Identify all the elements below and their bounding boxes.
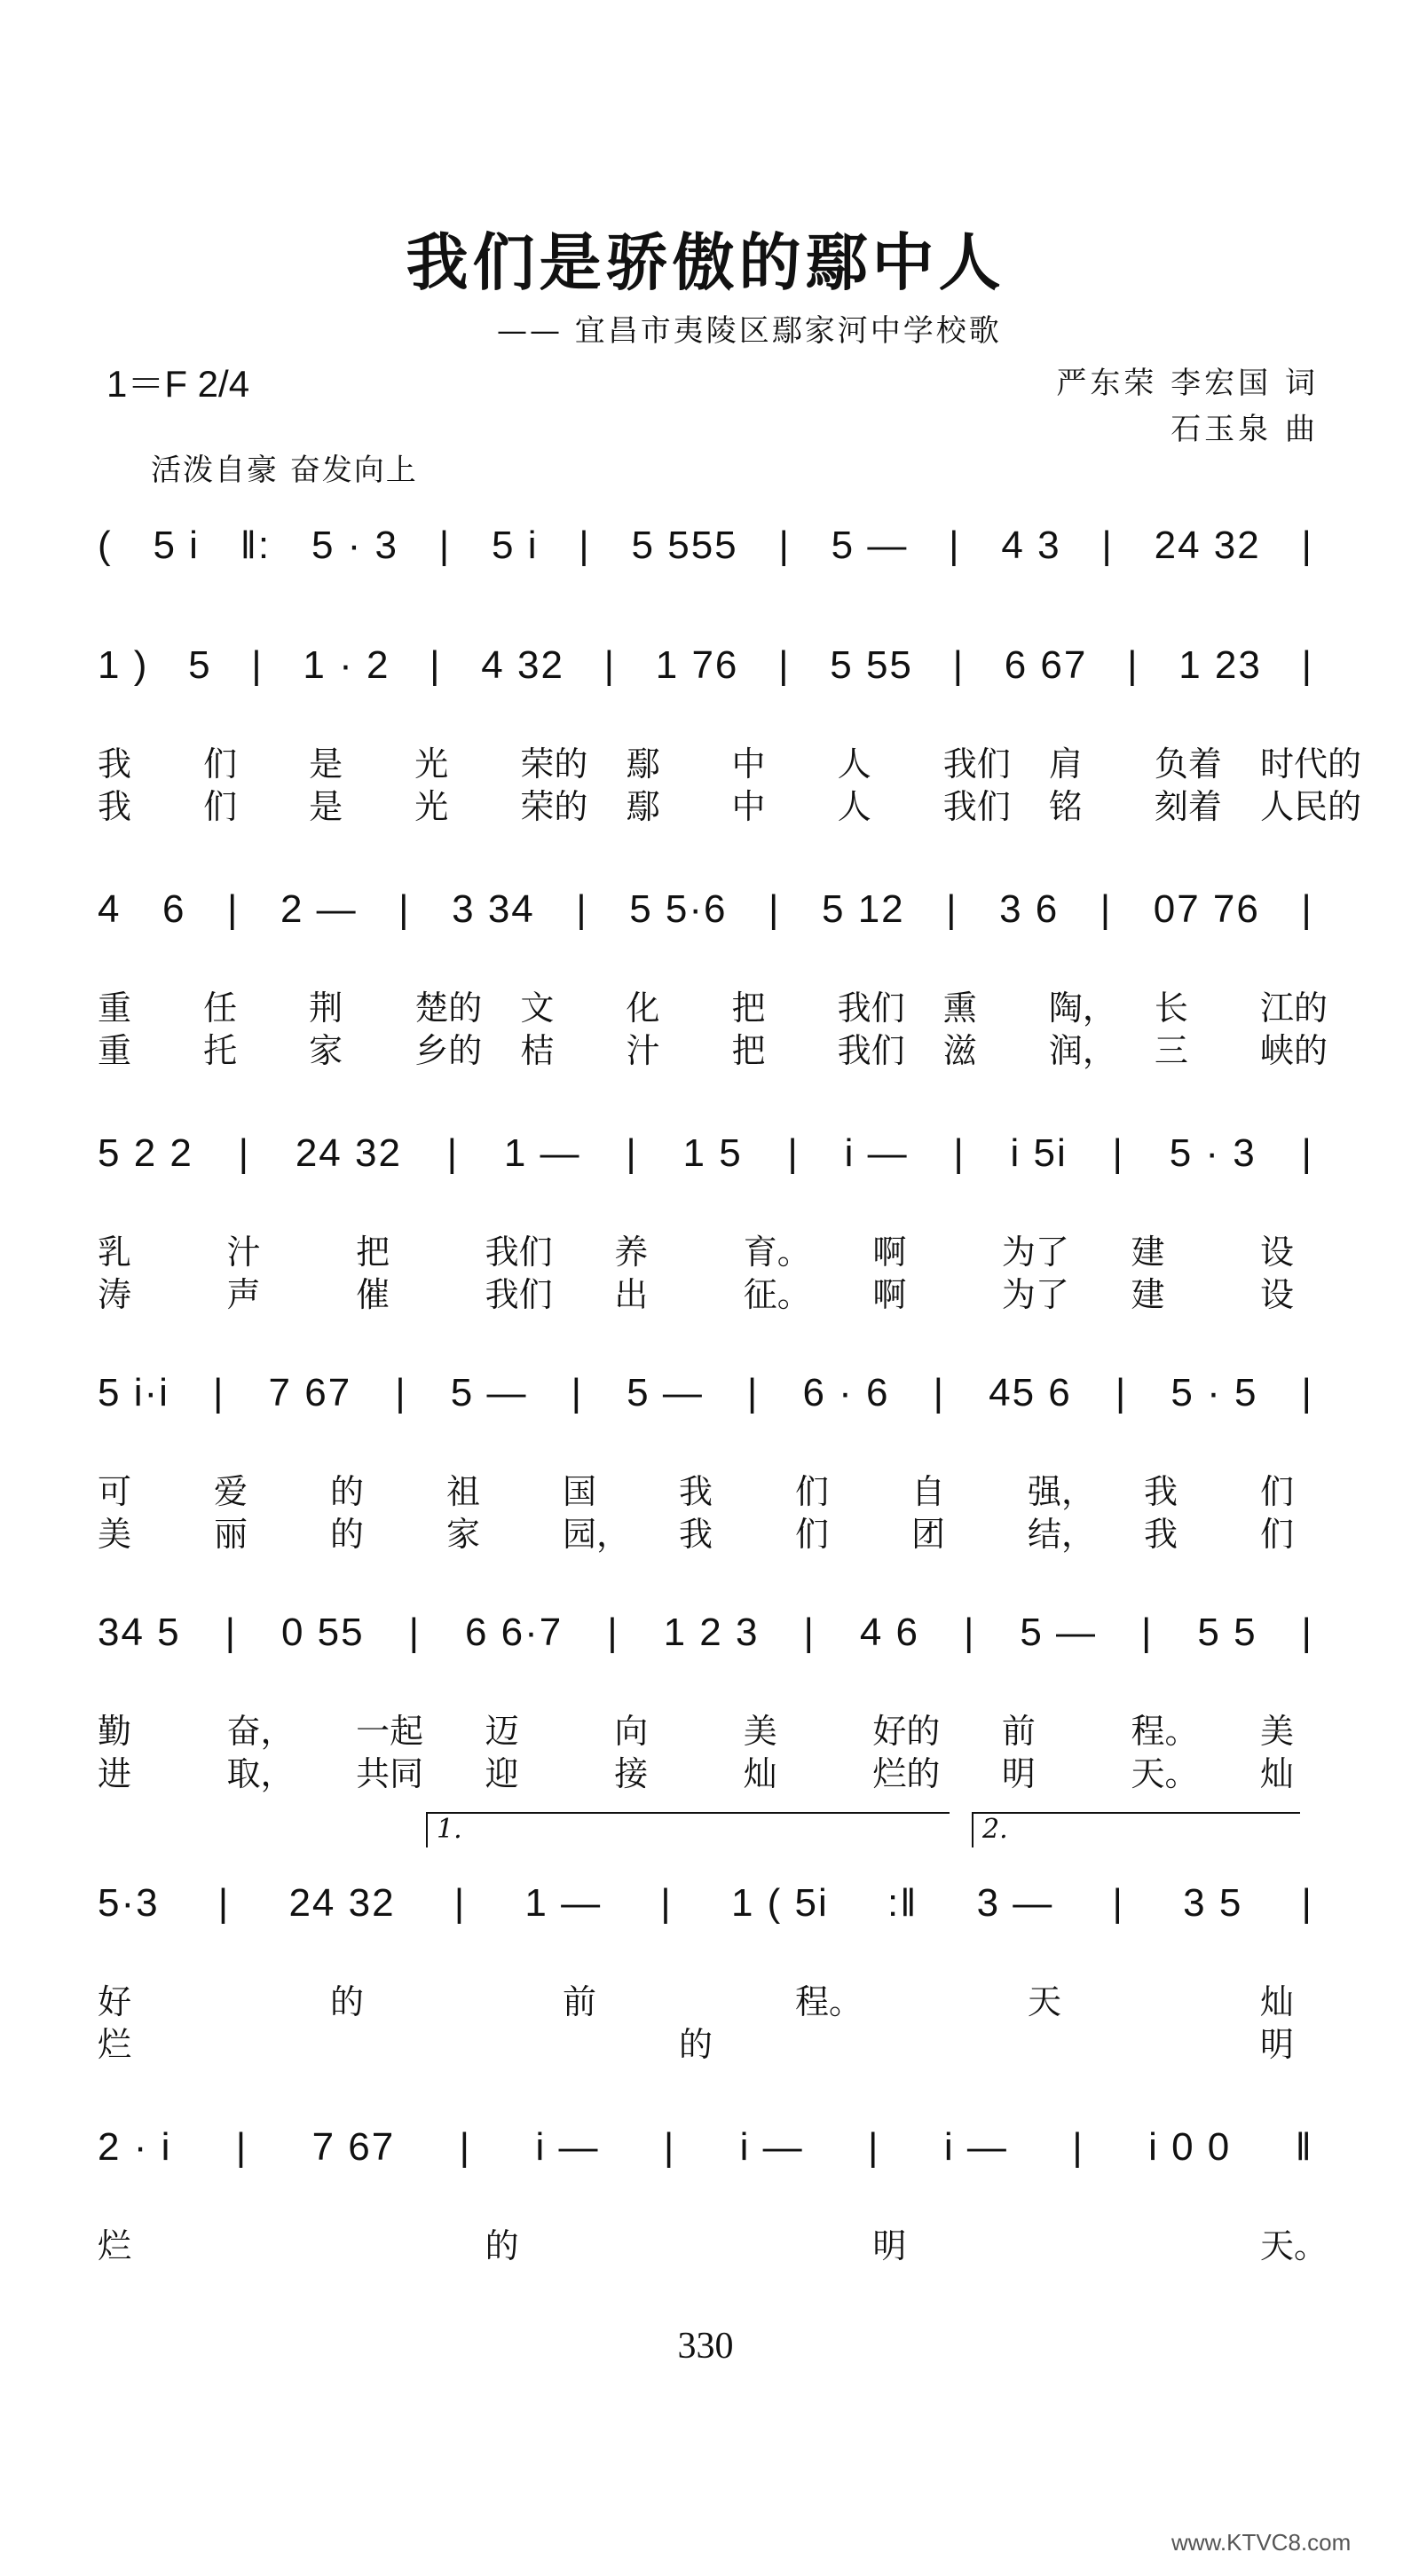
notation-line [98, 643, 1313, 688]
note-group: 5 · 5 [1171, 1371, 1258, 1414]
note-group: 1 — [524, 1881, 603, 1925]
lyric-word: 们 [795, 1472, 830, 1511]
note-group: 5 i·i [98, 1371, 169, 1414]
barline: | [949, 524, 961, 567]
note-group: i 0 0 [1148, 2125, 1232, 2169]
barline: | [660, 1881, 673, 1925]
lyric-word: 我们 [485, 1275, 553, 1314]
lyric-word: 啊 [872, 1233, 907, 1272]
lyric-word: 取， [226, 1754, 295, 1793]
lyric-word: 美 [743, 1712, 777, 1751]
barline: | [868, 2125, 880, 2169]
note-group: i — [943, 2125, 1008, 2169]
note-group: 6 67 [1004, 643, 1088, 687]
note-group: i — [739, 2125, 804, 2169]
lyric-word: 滋 [942, 1031, 977, 1070]
note-group: 4 [98, 887, 122, 931]
note-group: 1 2 3 [663, 1611, 760, 1654]
barline: | [1100, 887, 1113, 931]
note-group: 45 6 [989, 1371, 1072, 1414]
barline: | [251, 643, 264, 687]
lyric-word: 我们 [837, 1031, 905, 1070]
barline: | [626, 1131, 638, 1175]
page-number: 330 [677, 2326, 734, 2367]
note-group: 5 12 [822, 887, 905, 931]
barline: | [746, 1371, 760, 1414]
lyric-word: 涛 [98, 1275, 132, 1314]
lyric-word: 桔 [520, 1031, 555, 1070]
lyric-word: 是 [309, 744, 343, 784]
note-group: 3 — [976, 1881, 1054, 1925]
lyric-word: 灿 [743, 1754, 777, 1793]
barline: ‖ [1295, 2125, 1313, 2169]
lyric-word: 把 [356, 1233, 390, 1272]
lyric-word: 们 [795, 1515, 830, 1554]
lyric-word: 进 [98, 1754, 132, 1793]
lyric-word: 我 [98, 787, 132, 826]
barline: | [1115, 1371, 1128, 1414]
lyric-word: 陶， [1048, 989, 1116, 1028]
lyric-word: 明 [872, 2226, 907, 2265]
barline: | [1301, 1611, 1313, 1654]
lyric-word: 一起 [356, 1712, 424, 1751]
lyric-word: 家 [309, 1031, 343, 1070]
lyric-word: 乡的 [414, 1031, 483, 1070]
lyric-word: 把 [731, 989, 766, 1028]
barline: | [1127, 643, 1139, 687]
lyric-word: 们 [1260, 1472, 1295, 1511]
lyric-word: 们 [1260, 1515, 1295, 1554]
barline: | [459, 2125, 472, 2169]
lyric-word: 啊 [872, 1275, 907, 1314]
lyric-word: 共同 [356, 1754, 424, 1793]
lyric-word: 化 [626, 989, 660, 1028]
barline: | [1301, 1881, 1313, 1925]
barline: | [446, 1131, 460, 1175]
lyric-word: 我 [1144, 1515, 1178, 1554]
lyric-word: 好的 [872, 1712, 941, 1751]
lyric-word: 文 [520, 989, 555, 1028]
barline: | [1072, 2125, 1084, 2169]
lyric-word: 美 [1260, 1712, 1295, 1751]
lyric-word: 的 [330, 1515, 365, 1554]
note-group: 3 5 [1183, 1881, 1243, 1925]
lyric-word: 重 [98, 1031, 132, 1070]
tempo-marking: 活泼自豪 奋发向上 [151, 453, 418, 488]
barline: | [607, 1611, 619, 1654]
lyric-word: 丽 [214, 1515, 248, 1554]
lyric-word: 铭 [1048, 787, 1083, 826]
lyric-word: 荣的 [520, 787, 588, 826]
lyric-word: 园， [563, 1515, 631, 1554]
lyric-word: 汁 [626, 1031, 660, 1070]
lyric-word: 托 [203, 1031, 238, 1070]
note-group: 5 5·6 [629, 887, 728, 931]
lyric-word: 程。 [795, 1982, 863, 2021]
barline: | [1301, 1131, 1313, 1175]
barline: | [225, 1611, 238, 1654]
barline: | [227, 887, 240, 931]
barline: | [398, 887, 411, 931]
lyric-word: 美 [98, 1515, 132, 1554]
lyric-word: 人 [837, 744, 871, 784]
lyric-word: 明 [1260, 2025, 1295, 2064]
note-group: 7 67 [311, 2125, 396, 2169]
note-group: 2 — [280, 887, 358, 931]
key-signature: 1＝F 2/4 [106, 363, 250, 405]
barline: | [1301, 524, 1313, 567]
lyric-word: 天。 [1260, 2226, 1328, 2265]
lyric-word: 结， [1028, 1515, 1096, 1554]
lyric-word: 建 [1131, 1233, 1165, 1272]
lyric-word: 烂的 [872, 1754, 941, 1793]
lyric-word: 江的 [1260, 989, 1328, 1028]
barline: | [933, 1371, 946, 1414]
lyric-word: 烂 [98, 2226, 132, 2265]
note-group: 1 · 2 [303, 643, 390, 687]
lyric-word: 鄢 [626, 744, 660, 784]
note-group: 6 6·7 [464, 1611, 564, 1654]
lyric-word: 把 [731, 1031, 766, 1070]
note-group: 1 — [503, 1131, 581, 1175]
lyric-word: 接 [614, 1754, 649, 1793]
lyric-word: 程。 [1131, 1712, 1199, 1751]
notation-line [98, 2125, 1313, 2170]
barline: | [803, 1611, 816, 1654]
lyric-word: 为了 [1001, 1275, 1069, 1314]
note-group: 2 · i [98, 2125, 172, 2169]
note-group: 5·3 [98, 1881, 160, 1925]
lyric-word: 负着 [1154, 744, 1222, 784]
lyric-word: 人民的 [1260, 787, 1362, 826]
lyric-word: 灿 [1260, 1982, 1295, 2021]
lyric-word: 迎 [485, 1754, 519, 1793]
lyric-word: 乳 [98, 1233, 132, 1272]
lyric-word: 爱 [214, 1472, 248, 1511]
note-group: 24 32 [1154, 524, 1261, 567]
lyric-word: 我们 [942, 787, 1011, 826]
barline: | [238, 1131, 251, 1175]
lyric-word: 润， [1048, 1031, 1116, 1070]
lyric-word: 建 [1131, 1275, 1165, 1314]
note-group: 34 5 [98, 1611, 181, 1654]
lyric-word: 天。 [1131, 1754, 1199, 1793]
lyric-word: 熏 [942, 989, 977, 1028]
lyric-word: 光 [414, 787, 449, 826]
lyric-word: 养 [614, 1233, 649, 1272]
lyric-word: 育。 [743, 1233, 811, 1272]
note-group: 4 32 [481, 643, 564, 687]
barline: | [579, 524, 591, 567]
note-group: 4 3 [1001, 524, 1061, 567]
note-group: ( [98, 524, 113, 567]
lyric-word: 荣的 [520, 744, 588, 784]
barline: | [395, 1371, 407, 1414]
barline: | [453, 1881, 467, 1925]
barline: | [1301, 1371, 1313, 1414]
barline: | [1101, 524, 1114, 567]
barline: | [438, 524, 452, 567]
note-group: 07 76 [1153, 887, 1260, 931]
notation-line [98, 1131, 1313, 1176]
barline: | [769, 887, 781, 931]
lyric-word: 重 [98, 989, 132, 1028]
barline: | [787, 1131, 800, 1175]
note-group: 4 6 [859, 1611, 919, 1654]
note-group: i 5i [1010, 1131, 1068, 1175]
notation-line [98, 1371, 1313, 1415]
lyric-word: 刻着 [1154, 787, 1222, 826]
lyric-word: 可 [98, 1472, 132, 1511]
barline: | [1301, 643, 1313, 687]
lyric-word: 我 [679, 1472, 713, 1511]
lyric-word: 的 [679, 2025, 713, 2064]
barline: | [1112, 1881, 1124, 1925]
lyric-word: 征。 [743, 1275, 811, 1314]
note-group: 5 2 2 [98, 1131, 193, 1175]
lyric-word: 肩 [1048, 744, 1083, 784]
lyric-word: 的 [485, 2226, 519, 2265]
lyric-word: 向 [614, 1712, 649, 1751]
note-group: 1 23 [1178, 643, 1262, 687]
note-group: 1 ) [98, 643, 149, 687]
lyric-word: 声 [226, 1275, 261, 1314]
lyric-word: 人 [837, 787, 871, 826]
lyric-word: 前 [1001, 1712, 1036, 1751]
lyric-word: 中 [731, 744, 766, 784]
barline: | [952, 643, 966, 687]
lyric-word: 天 [1028, 1982, 1062, 2021]
note-group: 24 32 [295, 1131, 402, 1175]
lyric-word: 自 [911, 1472, 946, 1511]
notation-line [98, 524, 1313, 568]
note-group: i — [844, 1131, 909, 1175]
barline: | [217, 1881, 231, 1925]
barline: | [1141, 1611, 1154, 1654]
note-group: 6 · 6 [802, 1371, 890, 1414]
note-group: 0 55 [280, 1611, 365, 1654]
lyric-word: 好 [98, 1982, 132, 2021]
lyricist-credit: 严东荣 李宏国 词 [1056, 366, 1319, 401]
note-group: 5 i [153, 524, 200, 567]
note-group: 6 [162, 887, 186, 931]
notation-line [98, 887, 1313, 932]
lyric-word: 奋， [226, 1712, 295, 1751]
note-group: 5 — [1020, 1611, 1098, 1654]
barline: | [571, 1371, 584, 1414]
lyric-word: 我们 [837, 989, 905, 1028]
lyric-word: 们 [203, 787, 238, 826]
note-group: 5 [188, 643, 212, 687]
note-group: 5 i [492, 524, 539, 567]
lyric-word: 长 [1154, 989, 1188, 1028]
note-group: 5 — [831, 524, 909, 567]
note-group: 5 — [627, 1371, 704, 1414]
lyric-word: 我们 [485, 1233, 553, 1272]
barline: | [1301, 887, 1313, 931]
lyric-word: 灿 [1260, 1754, 1295, 1793]
lyric-word: 汁 [226, 1233, 261, 1272]
note-group: i — [535, 2125, 600, 2169]
note-group: 1 76 [655, 643, 739, 687]
note-group: 1 5 [682, 1131, 743, 1175]
barline: | [430, 643, 442, 687]
song-title: 我们是骄傲的鄢中人 [406, 225, 1005, 299]
lyric-word: 家 [446, 1515, 481, 1554]
barline: | [946, 887, 958, 931]
notation-line [98, 1611, 1313, 1655]
note-group: 7 67 [268, 1371, 352, 1414]
lyric-word: 们 [203, 744, 238, 784]
barline: | [778, 643, 791, 687]
lyric-word: 为了 [1001, 1233, 1069, 1272]
barline: | [953, 1131, 966, 1175]
lyric-word: 是 [309, 787, 343, 826]
lyric-word: 团 [911, 1515, 946, 1554]
lyric-word: 中 [731, 787, 766, 826]
barline: | [603, 643, 617, 687]
barline: | [663, 2125, 676, 2169]
lyric-word: 时代的 [1260, 744, 1362, 784]
lyric-word: 明 [1001, 1754, 1036, 1793]
watermark: www.KTVC8.com [1171, 2529, 1352, 2556]
note-group: 1 ( 5i [730, 1881, 829, 1925]
lyric-word: 祖 [446, 1472, 481, 1511]
lyric-word: 鄢 [626, 787, 660, 826]
lyric-word: 强， [1028, 1472, 1096, 1511]
lyric-word: 的 [330, 1982, 365, 2021]
note-group: 24 32 [288, 1881, 396, 1925]
second-ending-bracket: 2. [972, 1812, 1300, 1847]
lyric-word: 的 [330, 1472, 365, 1511]
lyric-word: 我 [1144, 1472, 1178, 1511]
note-group: 5 · 3 [1169, 1131, 1257, 1175]
note-group: 5 555 [631, 524, 738, 567]
note-group: 3 34 [452, 887, 535, 931]
note-group: 5 55 [830, 643, 913, 687]
barline: :‖ [887, 1881, 918, 1925]
lyric-word: 设 [1260, 1233, 1295, 1272]
note-group: 3 6 [999, 887, 1060, 931]
lyric-word: 我们 [942, 744, 1011, 784]
barline: | [963, 1611, 976, 1654]
lyric-word: 楚的 [414, 989, 483, 1028]
barline: ‖: [240, 524, 272, 567]
lyric-word: 三 [1154, 1031, 1188, 1070]
barline: | [213, 1371, 225, 1414]
lyric-word: 我 [679, 1515, 713, 1554]
lyric-word: 荆 [309, 989, 343, 1028]
lyric-word: 烂 [98, 2025, 132, 2064]
note-group: 5 · 3 [311, 524, 398, 567]
barline: | [778, 524, 791, 567]
lyric-word: 前 [563, 1982, 597, 2021]
barline: | [576, 887, 588, 931]
notation-line [98, 1881, 1313, 1926]
lyric-word: 迈 [485, 1712, 519, 1751]
barline: | [235, 2125, 248, 2169]
lyric-word: 我 [98, 744, 132, 784]
note-group: 5 — [450, 1371, 528, 1414]
lyric-word: 光 [414, 744, 449, 784]
lyric-word: 设 [1260, 1275, 1295, 1314]
first-ending-bracket: 1. [426, 1812, 950, 1847]
lyric-word: 国 [563, 1472, 597, 1511]
barline: | [1112, 1131, 1124, 1175]
lyric-word: 出 [614, 1275, 649, 1314]
lyric-word: 勤 [98, 1712, 132, 1751]
note-group: 5 5 [1197, 1611, 1257, 1654]
composer-credit: 石玉泉 曲 [1171, 412, 1319, 447]
lyric-word: 任 [203, 989, 238, 1028]
song-subtitle: —— 宜昌市夷陵区鄢家河中学校歌 [497, 313, 1002, 349]
lyric-word: 峡的 [1260, 1031, 1328, 1070]
barline: | [408, 1611, 422, 1654]
lyric-word: 催 [356, 1275, 390, 1314]
